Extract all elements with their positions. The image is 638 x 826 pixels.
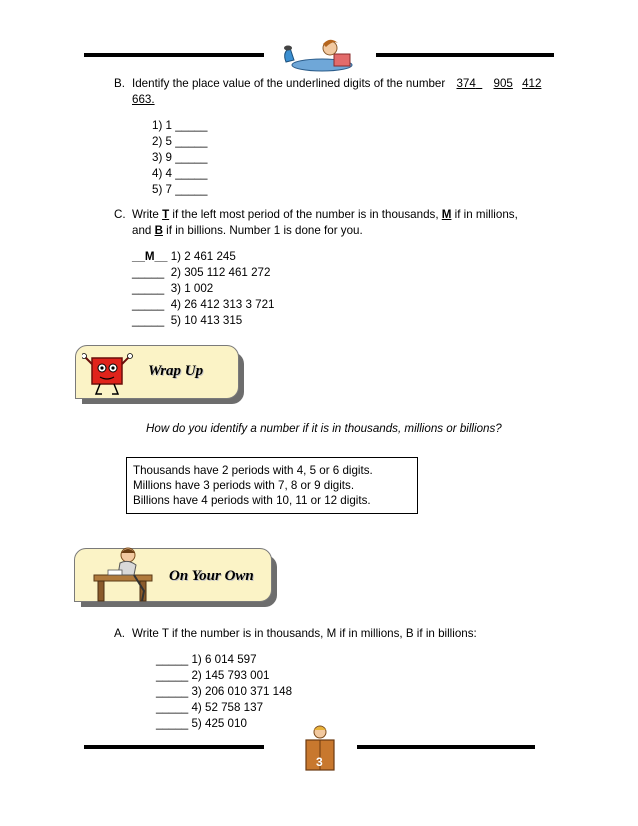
reading-girl-icon xyxy=(278,34,358,74)
wrap-up-title: Wrap Up xyxy=(148,363,204,379)
section-b-item-4: 4) 4 _____ xyxy=(152,167,208,180)
red-book-character-icon xyxy=(82,350,134,398)
section-b-item-5: 5) 7 _____ xyxy=(152,183,208,196)
section-c-item-5: _____ 5) 10 413 315 xyxy=(132,314,243,327)
section-b-item-1: 1) 1 _____ xyxy=(152,119,208,132)
wrap-up-question: How do you identify a number if it is in thousands, millions or billions? xyxy=(146,422,502,435)
letter-t: T xyxy=(162,208,170,221)
answer-line-thousands: Thousands have 2 periods with 4, 5 or 6 digits. xyxy=(133,464,373,477)
header-rule-left xyxy=(84,53,264,57)
section-c-item-1: __M__ 1) 2 461 245 xyxy=(132,250,236,263)
page-number: 3 xyxy=(316,755,323,769)
section-a-item-4: _____ 4) 52 758 137 xyxy=(156,701,264,714)
student-at-desk-icon xyxy=(88,545,160,605)
section-c-item-3: _____ 3) 1 002 xyxy=(132,282,214,295)
number-part-905: 905 xyxy=(493,77,513,90)
answer-line-millions: Millions have 3 periods with 7, 8 or 9 digits. xyxy=(133,479,355,492)
section-a-item-5: _____ 5) 425 010 xyxy=(156,717,247,730)
section-a-item-1: _____ 1) 6 014 597 xyxy=(156,653,257,666)
section-c-item-2: _____ 2) 305 112 461 272 xyxy=(132,266,271,279)
section-a-item-2: _____ 2) 145 793 001 xyxy=(156,669,270,682)
answer-line-billions: Billions have 4 periods with 10, 11 or 12 digits. xyxy=(133,494,371,507)
header-rule-right xyxy=(376,53,554,57)
example-answer: __M__ xyxy=(132,250,168,263)
section-c-instruction: Write T if the left most period of the number is in thousands, M if in millions, xyxy=(132,208,518,221)
section-c-letter: C. xyxy=(114,208,126,221)
section-c-instruction-cont: and B if in billions. Number 1 is done for you. xyxy=(132,224,363,237)
footer-rule-right xyxy=(357,745,535,749)
section-b-instruction xyxy=(132,76,541,91)
section-b-letter: B. xyxy=(114,77,125,90)
wrap-up-answer-box xyxy=(126,457,418,514)
section-b-instruction-cont: 663. xyxy=(132,93,155,106)
footer-rule-left xyxy=(84,745,264,749)
section-a-instruction: Write T if the number is in thousands, M if in millions, B if in billions: xyxy=(132,627,477,640)
section-b-item-2: 2) 5 _____ xyxy=(152,135,208,148)
section-a-item-3: _____ 3) 206 010 371 148 xyxy=(156,685,293,698)
letter-m: M xyxy=(441,208,452,221)
section-c-item-4: _____ 4) 26 412 313 3 721 xyxy=(132,298,275,311)
section-a-letter: A. xyxy=(114,627,125,640)
section-b-intro: Identify the place value of the underlined digits of the number xyxy=(132,77,446,90)
number-part-412: 412 xyxy=(522,77,542,90)
number-part-374: 374 xyxy=(456,77,476,90)
on-your-own-title: On Your Own xyxy=(169,568,254,584)
letter-b: B xyxy=(154,224,163,237)
section-b-item-3: 3) 9 _____ xyxy=(152,151,208,164)
